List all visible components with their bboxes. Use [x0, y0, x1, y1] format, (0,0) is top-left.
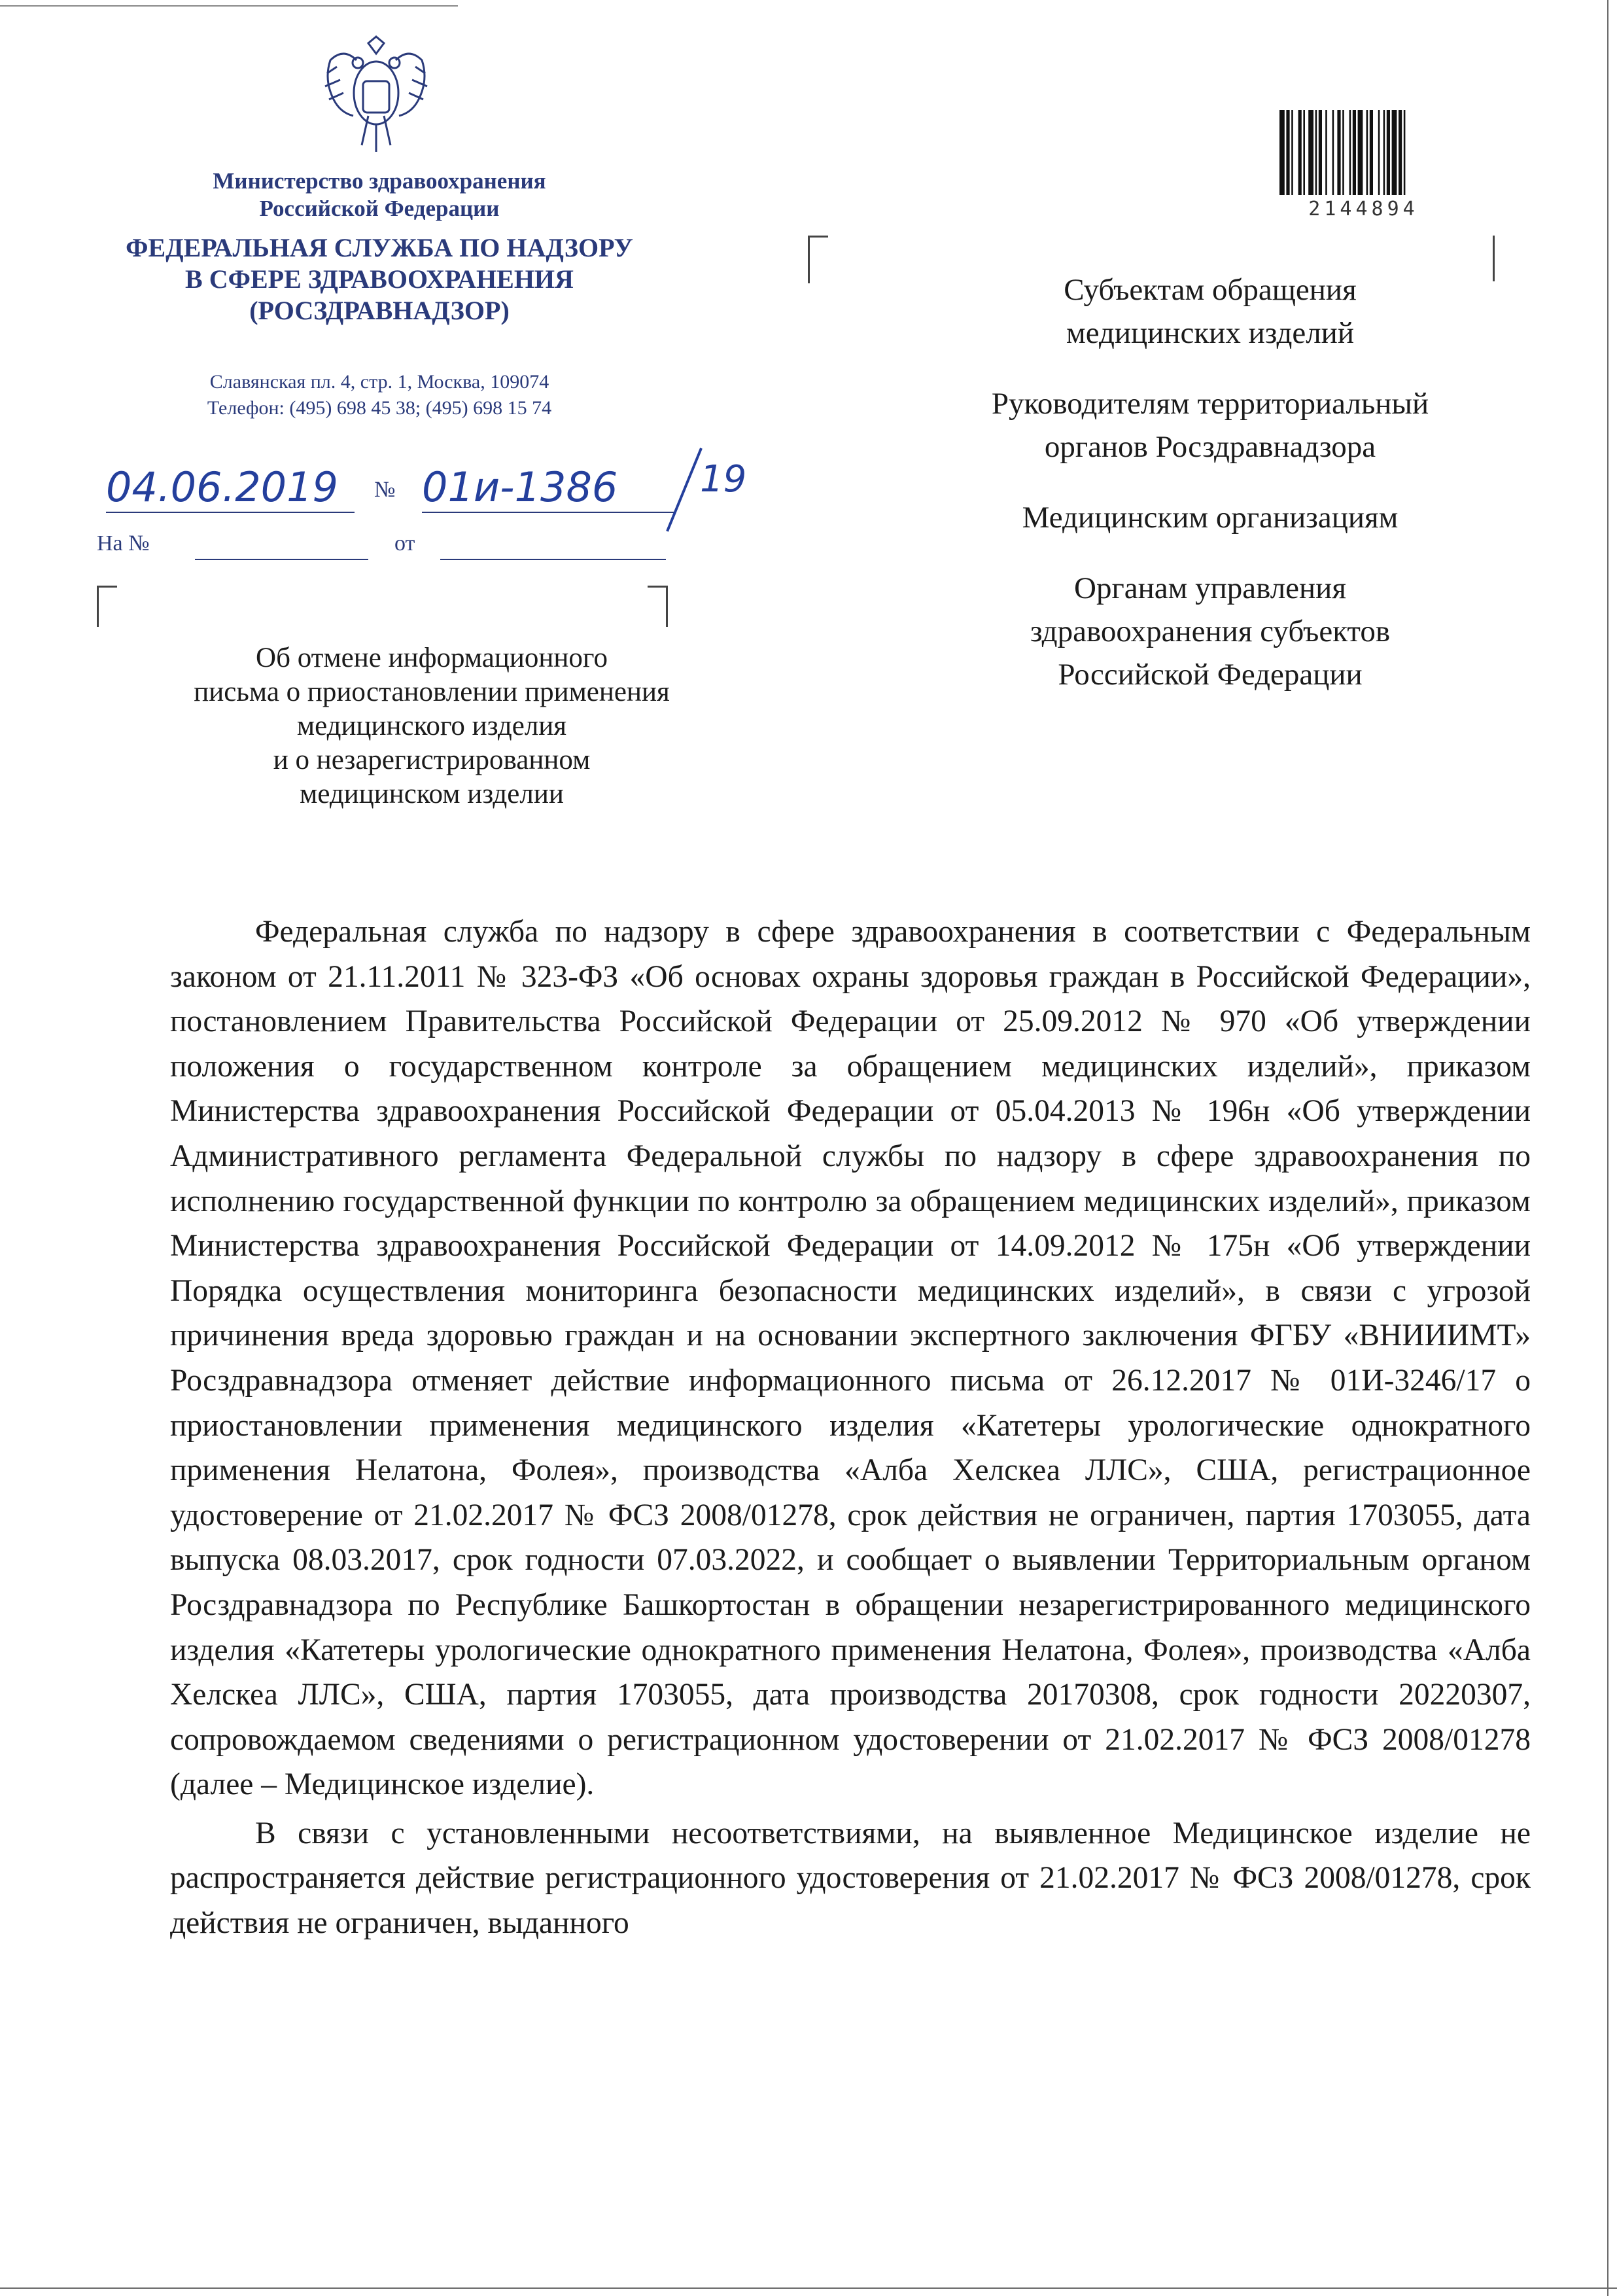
subject-bracket-right	[648, 586, 668, 627]
number-sign: №	[374, 478, 396, 502]
barcode-bar	[1279, 110, 1285, 195]
recipient-line: Руководителям территориальный	[991, 387, 1429, 421]
barcode-bar	[1378, 110, 1380, 195]
recipient-line: медицинских изделий	[1066, 316, 1354, 350]
service-line-2: В СФЕРЕ ЗДРАВООХРАНЕНИЯ	[185, 264, 574, 294]
barcode-bar	[1349, 110, 1351, 195]
scan-bottom-edge	[0, 2287, 1617, 2289]
recipients-block	[916, 268, 1504, 696]
organization-address	[114, 369, 644, 421]
letter-body	[170, 910, 1531, 1946]
body-paragraph-1: Федеральная служба по надзору в сфере здравоохранения в соответствии с Федеральным законом от 21.11.2011 № 323-ФЗ «Об основах охраны здоровья граждан в Российской Федерации», постановлением Правительства Российской Федерации от 25.09.2012 № 970 «Об утверждении положения о государственном контроле за обращением медицинских изделий», приказом Министерства здравоохранения Российской Федерации от 05.04.2013 № 196н «Об утверждении Административного регламента Федеральной службы по надзору в сфере здравоохранения по исполнению государственной функции по контролю за обращением медицинских изделий», приказом Министерства здравоохранения Российской Федерации от 14.09.2012 № 175н «Об утверждении Порядка осуществления мониторинга безопасности медицинских изделий», в связи с угрозой причинения вреда здоровью граждан и на основании экспертного заключения ФГБУ «ВНИИИМТ» Росздравнадзора отменяет действие информационного письма от 26.12.2017 № 01И-3246/17 о приостановлении применения медицинского изделия «Катетеры урологические однократного применения Нелатона, Фолея», производства «Алба Хелскеа ЛЛС», США, регистрационное удостоверение от 21.02.2017 № ФСЗ 2008/01278, срок действия не ограничен, партия 1703055, дата выпуска 08.03.2017, срок годности 07.03.2022, и сообщает о выявлении Территориальным органом Росздравнадзора по Республике Башкортостан в обращении незарегистрированного медицинского изделия «Катетеры урологические однократного применения Нелатона, Фолея», производства «Алба Хелскеа ЛЛС», США, партия 1703055, дата производства 20170308, срок годности 20220307, сопровождаемом сведениями о регистрационном удостоверении от 21.02.2017 № ФСЗ 2008/01278 (далее – Медицинское изделие).	[170, 915, 1531, 1802]
phone-line: Телефон: (495) 698 45 38; (495) 698 15 74	[207, 397, 552, 419]
barcode-bar	[1399, 110, 1402, 195]
letter-subject	[150, 641, 713, 811]
barcode-bar	[1370, 110, 1373, 195]
subject-bracket-left	[97, 586, 117, 627]
barcode-bar	[1325, 110, 1327, 195]
body-paragraph-2: В связи с установленными несоответствиями, на выявленное Медицинское изделие не распространяется действие регистрационного удостоверения от 21.02.2017 № ФСЗ 2008/01278, срок действия не ограничен, выданного	[170, 1816, 1531, 1941]
barcode-bar	[1308, 110, 1313, 195]
barcode-bar	[1303, 110, 1305, 195]
reply-date-blank	[440, 559, 666, 560]
ministry-line-2: Российской Федерации	[259, 196, 500, 221]
coat-of-arms-icon	[317, 34, 435, 158]
recipient-line: здравоохранения субъектов	[1030, 614, 1391, 648]
barcode-bar	[1291, 110, 1293, 195]
date-underline	[106, 512, 355, 513]
ministry-name	[114, 168, 644, 222]
barcode-bar	[1353, 110, 1356, 195]
recipient-line: Органам управления	[1074, 571, 1346, 605]
barcode-number: 2144894	[1308, 198, 1419, 221]
reply-reference-line	[97, 531, 686, 564]
handwritten-date: 04.06.2019	[106, 463, 338, 511]
recipient-line: органов Росздравнадзора	[1044, 430, 1376, 464]
from-label: от	[394, 531, 415, 556]
document-barcode	[1277, 110, 1450, 198]
ministry-line-1: Министерство здравоохранения	[213, 168, 546, 194]
recipient-line: Субъектам обращения	[1064, 273, 1357, 307]
barcode-bar	[1319, 110, 1322, 195]
subject-line: медицинского изделия	[296, 711, 567, 741]
recipient-bracket-left	[808, 236, 828, 283]
service-name	[85, 232, 674, 327]
barcode-bar	[1286, 110, 1289, 195]
handwritten-year: 19	[700, 458, 747, 501]
reply-number-blank	[195, 559, 368, 560]
barcode-bar	[1383, 110, 1385, 195]
number-underline	[422, 512, 674, 513]
barcode-bar	[1404, 110, 1406, 195]
registration-block	[92, 458, 785, 530]
reply-label: На №	[97, 531, 150, 556]
barcode-bar	[1392, 110, 1397, 195]
handwritten-number: 01и-1386	[422, 463, 618, 511]
barcode-bar	[1366, 110, 1368, 195]
barcode-bar	[1332, 110, 1334, 195]
recipient-line: Российской Федерации	[1058, 658, 1363, 692]
service-line-1: ФЕДЕРАЛЬНАЯ СЛУЖБА ПО НАДЗОРУ	[126, 233, 633, 262]
recipient-line: Медицинским организациям	[1022, 501, 1399, 535]
barcode-bar	[1342, 110, 1344, 195]
barcode-bar	[1298, 110, 1302, 195]
subject-line: медицинском изделии	[300, 779, 564, 809]
barcode-bar	[1337, 110, 1340, 195]
subject-line: и о незарегистрированном	[273, 745, 591, 775]
barcode-bar	[1315, 110, 1317, 195]
subject-line: письма о приостановлении применения	[194, 677, 670, 707]
service-line-3: (РОСЗДРАВНАДЗОР)	[249, 296, 510, 325]
barcode-bar	[1387, 110, 1390, 195]
barcode-bar	[1358, 110, 1363, 195]
address-line: Славянская пл. 4, стр. 1, Москва, 109074	[209, 371, 549, 393]
subject-line: Об отмене информационного	[256, 643, 608, 673]
scan-right-edge	[1607, 0, 1608, 2296]
scan-top-edge	[0, 5, 458, 7]
